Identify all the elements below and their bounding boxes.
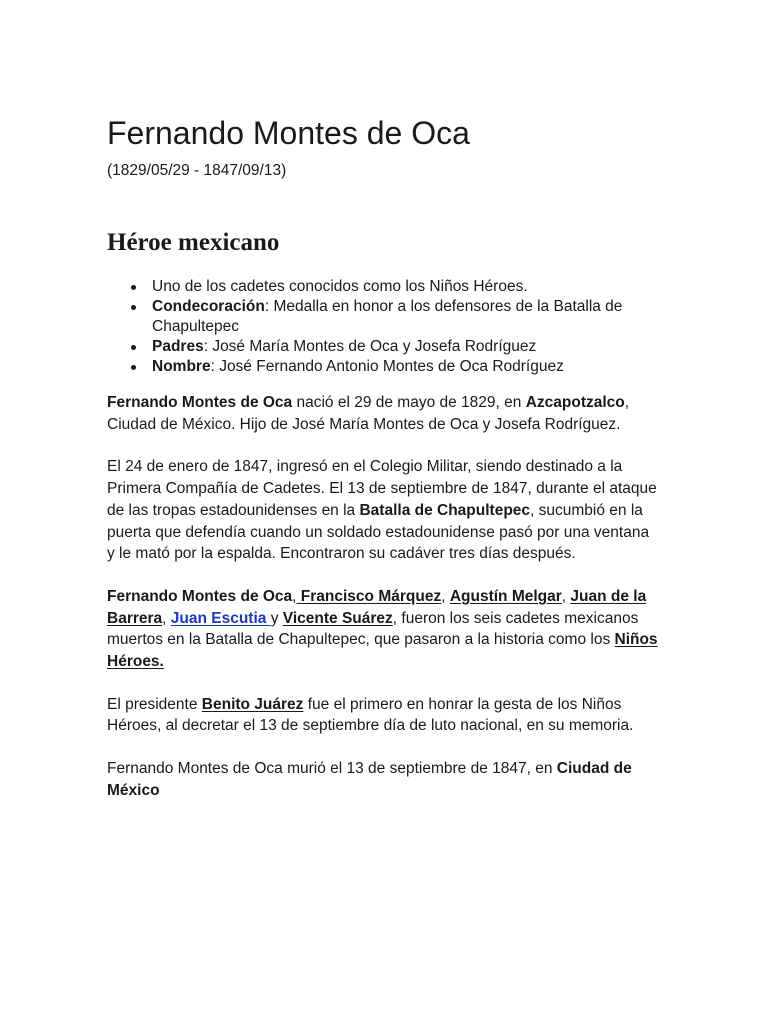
fact-label: Nombre bbox=[152, 358, 211, 375]
life-dates: (1829/05/29 - 1847/09/13) bbox=[107, 162, 287, 179]
page-title: Fernando Montes de Oca bbox=[107, 115, 470, 151]
link-juan-de-la-barrera[interactable]: Juan de la Barrera bbox=[107, 587, 647, 627]
link-ninos-heroes[interactable]: Niños Héroes. bbox=[107, 631, 658, 671]
section-heading: Héroe mexicano bbox=[107, 229, 280, 256]
paragraph-death: El 24 de enero de 1847, ingresó en el Colegio Militar, siendo destinado a la Primera Compañía de Cadetes. El 13 de septiembre de 1847, durante el ataque de las tropas estadounidenses en la Batalla de Chapultepec, sucumbió en la puerta que defendía cuando un soldado estadounidense pasó por una ventana y le mató por la espalda. Encontraron su cadáver tres días después. bbox=[107, 458, 657, 563]
fact-label: Condecoración bbox=[152, 298, 265, 315]
fact-item-condecoracion: Condecoración: Medalla en honor a los defensores de la Batalla de Chapultepec bbox=[152, 297, 658, 337]
fact-label: Padres bbox=[152, 338, 204, 355]
link-francisco-marquez[interactable]: Francisco Márquez bbox=[296, 587, 442, 605]
link-benito-juarez[interactable]: Benito Juárez bbox=[201, 695, 304, 713]
link-agustin-melgar[interactable]: Agustín Melgar bbox=[449, 587, 562, 605]
fact-item-cadete: Uno de los cadetes conocidos como los Niños Héroes. bbox=[152, 277, 658, 297]
link-vicente-suarez[interactable]: Vicente Suárez bbox=[282, 609, 393, 627]
facts-list bbox=[107, 277, 658, 377]
paragraph-juarez: El presidente Benito Juárez fue el primero en honrar la gesta de los Niños Héroes, al decretar el 13 de septiembre día de luto nacional, en su memoria. bbox=[107, 695, 634, 735]
paragraph-birth: Fernando Montes de Oca nació el 29 de mayo de 1829, en Azcapotzalco, Ciudad de México. Hijo de José María Montes de Oca y Josefa Rodríguez. bbox=[107, 394, 630, 433]
link-juan-escutia[interactable]: Juan Escutia bbox=[170, 609, 271, 627]
fact-item-nombre: Nombre: José Fernando Antonio Montes de Oca Rodríguez bbox=[152, 357, 658, 377]
fact-item-padres: Padres: José María Montes de Oca y Josefa Rodríguez bbox=[152, 337, 658, 357]
paragraph-ninos-heroes: Fernando Montes de Oca, Francisco Márquez, Agustín Melgar, Juan de la Barrera, Juan Escutia y Vicente Suárez, fueron los seis cadetes mexicanos muertos en la Batalla de Chapultepec, que pasaron a la historia como los Niños Héroes. bbox=[107, 587, 658, 671]
paragraph-closing: Fernando Montes de Oca murió el 13 de septiembre de 1847, en Ciudad de México bbox=[107, 760, 632, 799]
